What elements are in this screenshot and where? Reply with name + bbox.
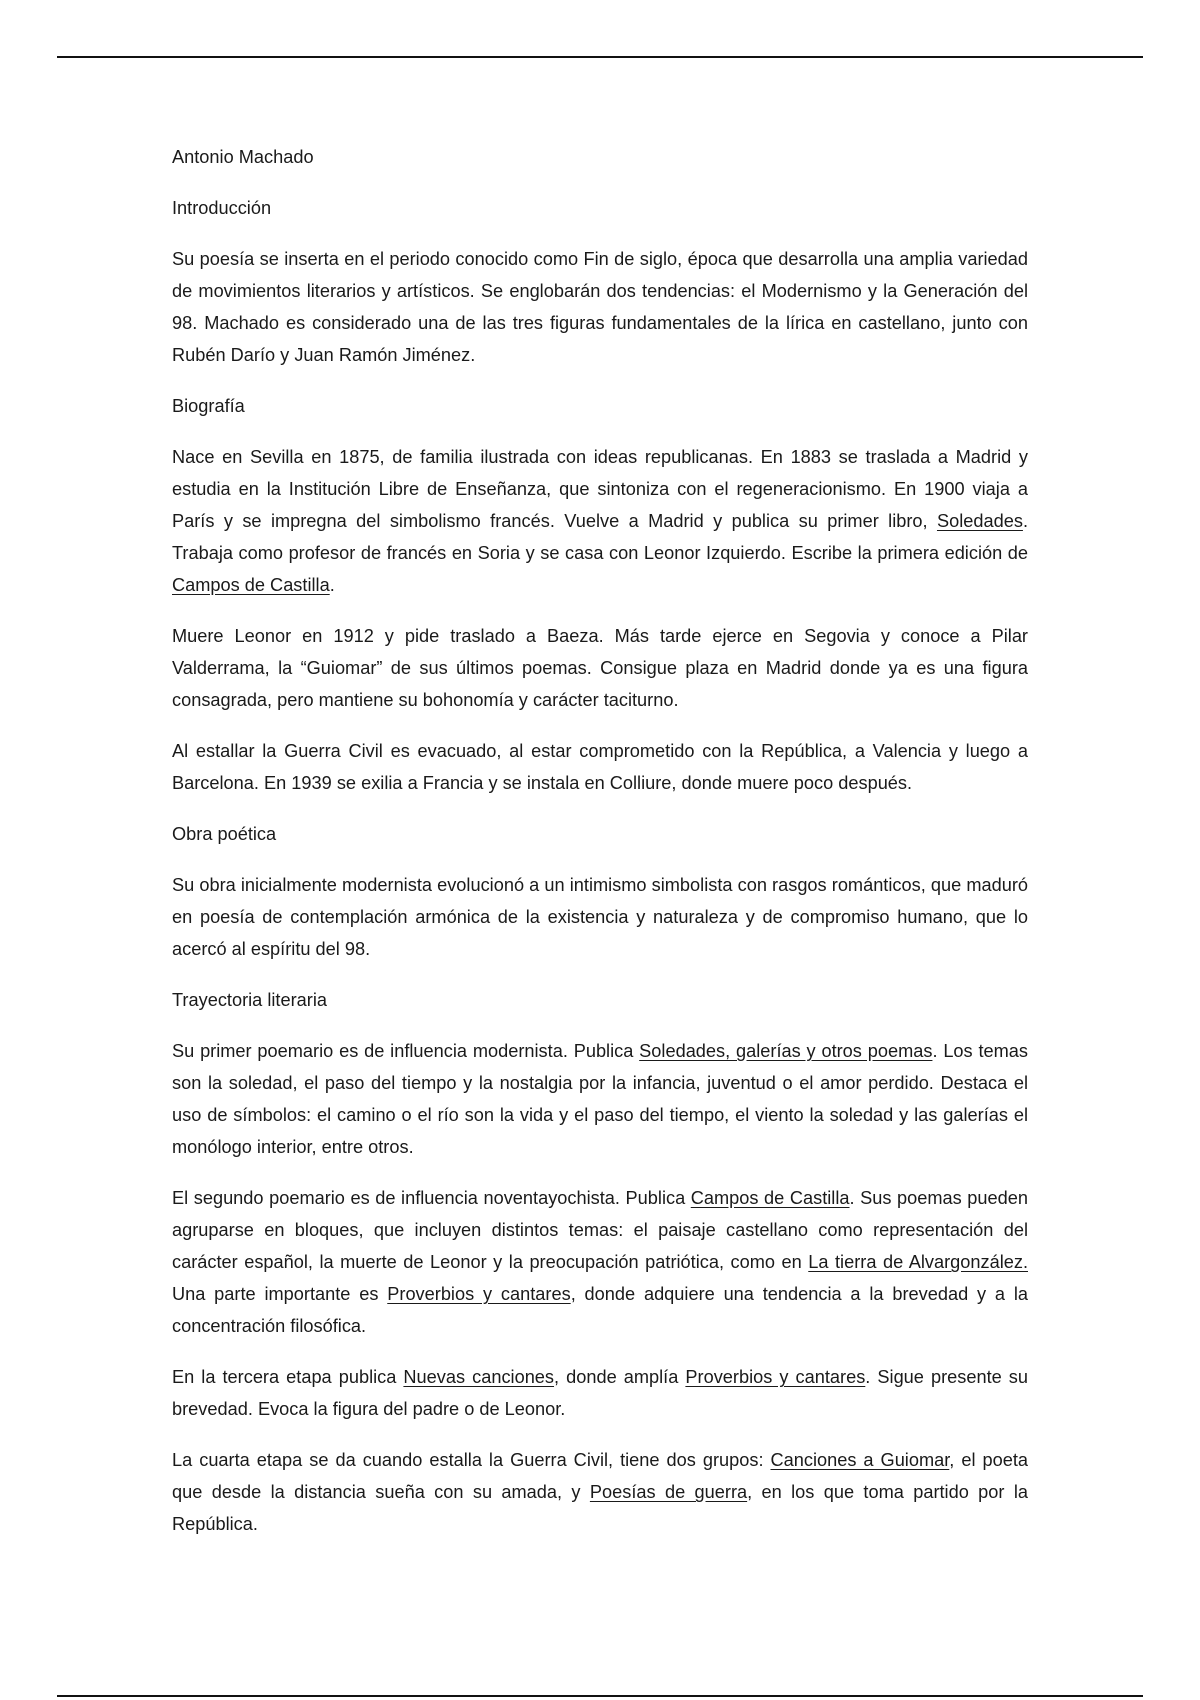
book-title-campos-de-castilla: Campos de Castilla	[172, 575, 330, 595]
heading-obra-poetica: Obra poética	[172, 824, 277, 844]
paragraph-trayectoria-1	[172, 1035, 1028, 1163]
text-run: .	[329, 575, 335, 595]
text-run: La cuarta etapa se da cuando estalla la Guerra Civil, tiene dos grupos:	[172, 1450, 771, 1470]
paragraph-biografia-3: Al estallar la Guerra Civil es evacuado, al estar comprometido con la República, a Valencia y luego a Barcelona. En 1939 se exilia a Francia y se instala en Colliure, donde muere poco después.	[172, 741, 1028, 793]
text-run: , el poeta que desde la distancia sueña con su amada, y	[172, 1450, 1028, 1502]
text-run: Una parte importante es	[172, 1284, 388, 1304]
document-title: Antonio Machado	[172, 147, 314, 167]
text-run: El segundo poemario es de influencia noventayochista. Publica	[172, 1188, 691, 1208]
text-run: , en los que toma partido por la República.	[172, 1482, 1028, 1534]
heading-trayectoria-literaria: Trayectoria literaria	[172, 990, 327, 1010]
book-title-proverbios-y-cantares: Proverbios y cantares	[387, 1284, 571, 1304]
text-run: . Trabaja como profesor de francés en Soria y se casa con Leonor Izquierdo. Escribe la primera edición de	[172, 511, 1028, 563]
document-body	[172, 141, 1028, 1559]
book-title-proverbios-y-cantares: Proverbios y cantares	[685, 1367, 866, 1387]
heading-introduccion: Introducción	[172, 198, 272, 218]
heading-biografia: Biografía	[172, 396, 245, 416]
book-title-soledades-galerias: Soledades, galerías y otros poemas	[639, 1041, 933, 1061]
bottom-rule	[57, 1695, 1143, 1697]
text-run: Nace en Sevilla en 1875, de familia ilustrada con ideas republicanas. En 1883 se traslada a Madrid y estudia en la Institución Libre de Enseñanza, que sintoniza con el regeneracionismo. En 1900 viaja a París y se impregna del simbolismo francés. Vuelve a Madrid y publica su primer libro,	[172, 447, 1028, 531]
text-run: Su primer poemario es de influencia modernista. Publica	[172, 1041, 640, 1061]
text-run: En la tercera etapa publica	[172, 1367, 404, 1387]
paragraph-biografia-2: Muere Leonor en 1912 y pide traslado a Baeza. Más tarde ejerce en Segovia y conoce a Pilar Valderrama, la “Guiomar” de sus últimos poemas. Consigue plaza en Madrid donde ya es una figura consagrada, pero mantiene su bohonomía y carácter taciturno.	[172, 626, 1028, 710]
text-run: . Sigue presente su brevedad. Evoca la figura del padre o de Leonor.	[172, 1367, 1029, 1419]
text-run: . Sus poemas pueden agruparse en bloques, que incluyen distintos temas: el paisaje castellano como representación del carácter español, la muerte de Leonor y la preocupación patriótica, como en	[172, 1188, 1028, 1272]
top-rule	[57, 56, 1143, 58]
book-title-poesias-de-guerra: Poesías de guerra	[589, 1482, 748, 1502]
paragraph-trayectoria-3	[172, 1361, 1028, 1425]
text-run: , donde adquiere una tendencia a la brevedad y a la concentración filosófica.	[172, 1284, 1029, 1336]
paragraph-obra-poetica: Su obra inicialmente modernista evolucionó a un intimismo simbolista con rasgos románticos, que maduró en poesía de contemplación armónica de la existencia y naturaleza y de compromiso humano, que lo acercó al espíritu del 98.	[172, 875, 1028, 959]
text-run: . Los temas son la soledad, el paso del tiempo y la nostalgia por la infancia, juventud o el amor perdido. Destaca el uso de símbolos: el camino o el río son la vida y el paso del tiempo, el viento la soledad y las galerías el monólogo interior, entre otros.	[172, 1041, 1028, 1157]
book-title-canciones-a-guiomar: Canciones a Guiomar	[770, 1450, 950, 1470]
paragraph-trayectoria-4	[172, 1444, 1028, 1540]
book-title-campos-de-castilla: Campos de Castilla	[690, 1188, 850, 1208]
book-title-la-tierra-de-alvargonzalez: La tierra de Alvargonzález.	[808, 1252, 1028, 1272]
paragraph-introduccion: Su poesía se inserta en el periodo conocido como Fin de siglo, época que desarrolla una amplia variedad de movimientos literarios y artísticos. Se englobarán dos tendencias: el Modernismo y la Generación del 98. Machado es considerado una de las tres figuras fundamentales de la lírica en castellano, junto con Rubén Darío y Juan Ramón Jiménez.	[172, 249, 1028, 365]
book-title-nuevas-canciones: Nuevas canciones	[403, 1367, 555, 1387]
paragraph-trayectoria-2	[172, 1182, 1028, 1342]
text-run: , donde amplía	[554, 1367, 686, 1387]
book-title-soledades: Soledades	[936, 511, 1023, 531]
paragraph-biografia-1	[172, 441, 1028, 601]
